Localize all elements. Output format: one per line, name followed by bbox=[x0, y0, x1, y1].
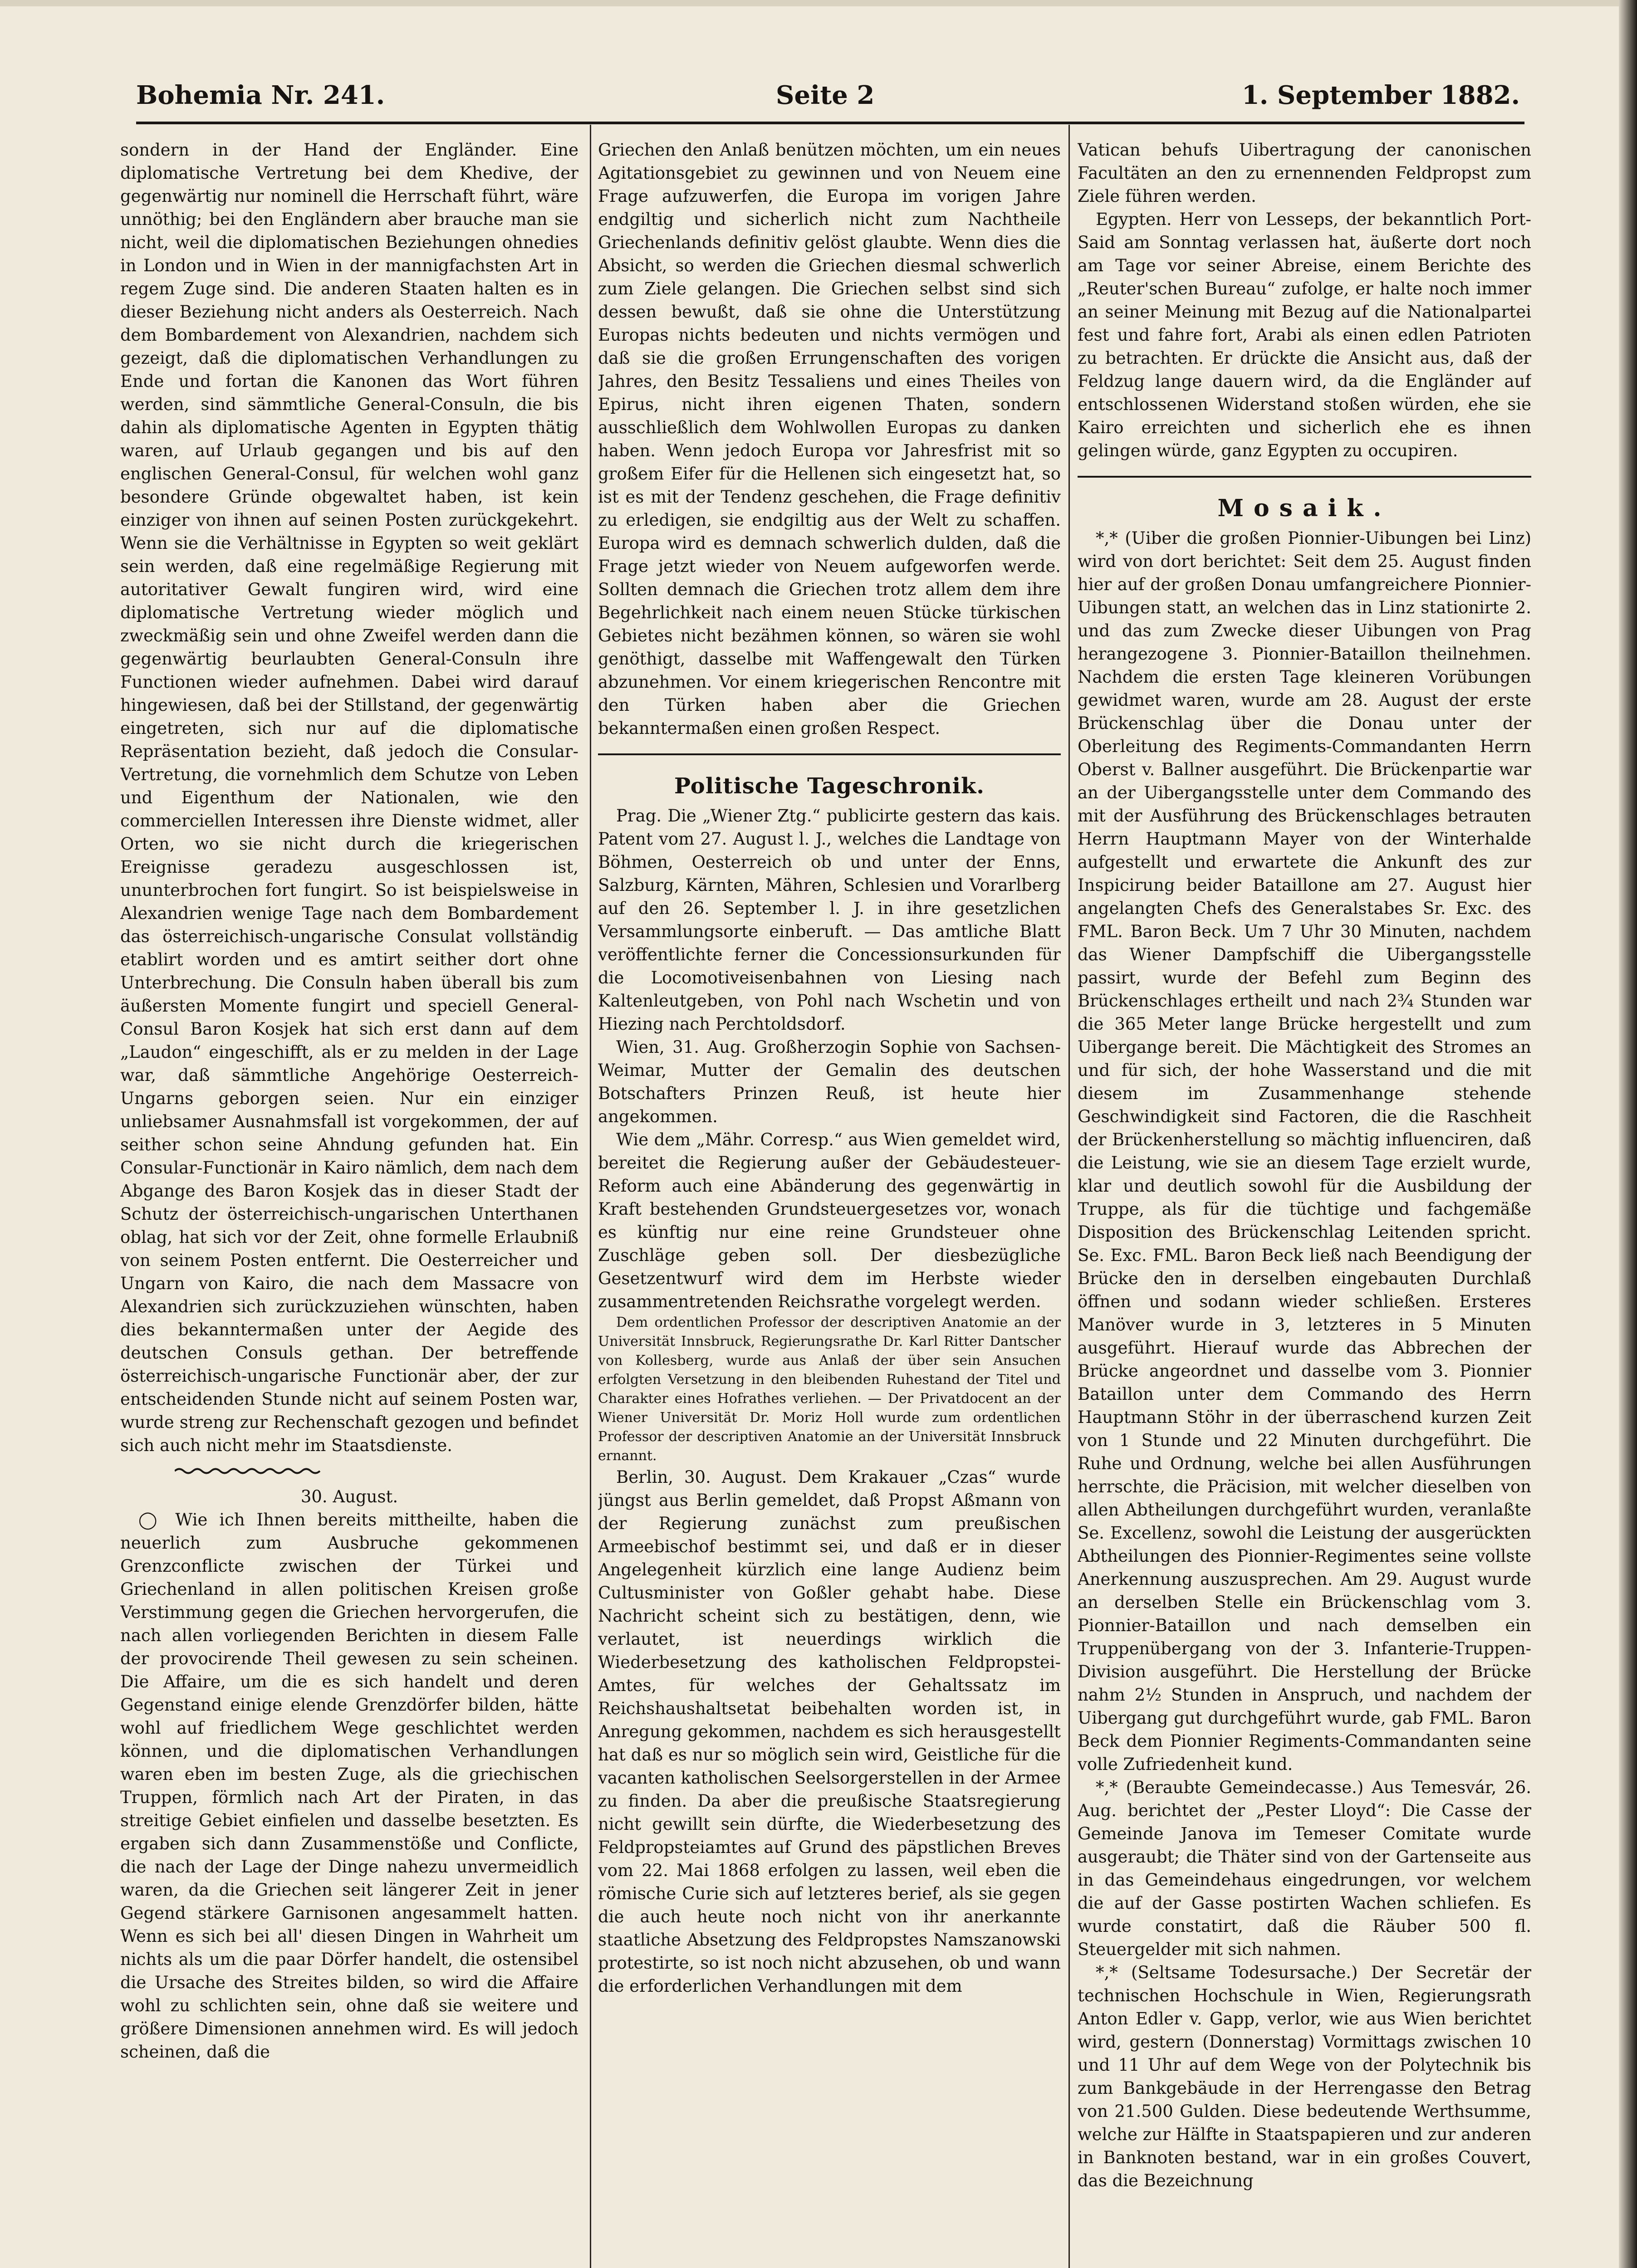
column-2 bbox=[598, 138, 1061, 2268]
issue-date: 1. September 1882. bbox=[1241, 80, 1520, 110]
column-1 bbox=[120, 138, 578, 2268]
newspaper-issue: Bohemia Nr. 241. bbox=[136, 80, 385, 110]
page-top-edge bbox=[0, 0, 1637, 6]
news-prague: Prag. Die „Wiener Ztg.“ publicirte gestern das kais. Patent vom 27. August l. J., welches die Landtage von Böhmen, Oesterreich ob und unter der Enns, Salzburg, Kärnten, Mähren, Schlesien und Vorarlberg auf den 26. September l. J. in ihre gesetzlichen Versammlungsorte einberuft. — Das amtliche Blatt veröffentlichte ferner die Concessionsurkunden für die Locomotiveisenbahnen von Liesing nach Kaltenleutgeben, von Pohl nach Wschetin und von Hiezing nach Perchtoldsdorf. bbox=[598, 806, 1061, 1034]
page-right-edge bbox=[1619, 0, 1637, 2268]
mosaic-pioneer-exercises: *,* (Uiber die großen Pionnier-Uibungen bei Linz) wird von dort berichtet: Seit dem 25. August finden hier auf der großen Donau umfangreichere Pionnier-Uibungen statt, an welchen das in Linz stationirte 2. und das zum Zwecke dieser Uibungen von Prag herangezogene 3. Pionnier-Bataillon theilnehmen. Nachdem die ersten Tage kleineren Vorübungen gewidmet waren, wurde am 28. August der erste Brückenschlag über die Donau unter der Oberleitung des Regiments-Commandanten Herrn Oberst v. Ballner ausgeführt. Die Brückenpartie war an der Uibergangsstelle unter dem Commando des mit der Ausführung des Brückenschlages betrauten Herrn Hauptmann Mayer von der Winterhalde aufgestellt und erwartete die Ankunft des zur Inspicirung beider Bataillone am 27. August hier angelangten Chefs des Generalstabes Sr. Exc. des FML. Baron Beck. Um 7 Uhr 30 Minuten, nachdem das Wiener Dampfschiff die Uibergangsstelle passirt, wurde der Befehl zum Beginn des Brückenschlages ertheilt und nach 2¾ Stunden war die 365 Meter lange Brücke hergestellt und zum Uibergange bereit. Die Mächtigkeit des Stromes an und für sich, der hohe Wasserstand und die mit diesem im Zusammenhange stehende Geschwindigkeit sind Factoren, die die Raschheit der Brückenherstellung so mächtig influenciren, daß die Leistung, wie sie an diesem Tage erzielt wurde, klar und deutlich sowohl für die Ausbildung der Truppe, als für die tüchtige und fachgemäße Disposition des Brückenschlag Leitenden spricht. Se. Exc. FML. Baron Beck ließ nach Beendigung der Brücke den in derselben eingebauten Durchlaß öffnen und sodann wieder schließen. Ersteres Manöver wurde in 3, letzteres in 5 Minuten ausgeführt. Hierauf wurde das Abbrechen der Brücke angeordnet und dasselbe vom 3. Pionnier Bataillon unter dem Commando des Herrn Hauptmann Stöhr in der überraschend kurzen Zeit von 1 Stunde und 22 Minuten durchgeführt. Die Ruhe und Ordnung, welche bei allen Ausführungen herrschte, die Präcision, mit welcher dieselben von allen Abtheilungen durchgeführt wurden, veranlaßte Se. Excellenz, sowohl die Leistung der ausgerückten Abtheilungen des Pionnier-Regimentes seine vollste Anerkennung auszusprechen. Am 29. August wurde an derselben Stelle ein Brückenschlag vom 3. Pionnier-Bataillon und nach demselben ein Truppenübergang von der 3. Infanterie-Truppen-Division ausgeführt. Die Herstellung der Brücke nahm 2½ Stunden in Anspruch, und nachdem der Uibergang gut durchgeführt wurde, gab FML. Baron Beck dem Pionnier Regiments-Commandanten seine volle Zufriedenheit kund. bbox=[1078, 528, 1531, 1774]
header-rule bbox=[136, 122, 1524, 124]
news-vienna-1: Wien, 31. Aug. Großherzogin Sophie von Sachsen-Weimar, Mutter der Gemalin des deutschen Botschafters Prinzen Reuß, ist heute hier angekommen. bbox=[598, 1037, 1061, 1126]
mosaic-strange-death: *,* (Seltsame Todesursache.) Der Secretär der technischen Hochschule in Wien, Regierungsrath Anton Edler v. Gapp, verlor, wie aus Wien berichtet wird, gestern (Donnerstag) Vormittags zwischen 10 und 11 Uhr auf dem Wege von der Polytechnik bis zum Bankgebäude in der Herrengasse den Betrag von 21.500 Gulden. Diese bedeutende Werthsumme, welche zur Hälfte in Staatspapieren und zur anderen in Banknoten bestand, war in ein großes Couvert, das die Bezeichnung bbox=[1078, 1963, 1531, 2190]
page-header bbox=[136, 77, 1520, 118]
column-divider-1 bbox=[590, 125, 591, 2268]
section-rule bbox=[598, 753, 1061, 755]
section-heading-mosaic: Mosaik. bbox=[1217, 494, 1392, 522]
section-rule-mosaic bbox=[1078, 476, 1531, 478]
news-berlin: Berlin, 30. August. Dem Krakauer „Czas“ wurde jüngst aus Berlin gemeldet, daß Propst Aßmann von der Regierung zunächst zum preußischen Armeebischof bestimmt sei, und daß er in dieser Angelegenheit kürzlich eine lange Audienz beim Cultusminister von Goßler gehabt habe. Diese Nachricht scheint sich zu bestätigen, denn, wie verlautet, ist neuerdings wirklich die Wiederbesetzung des katholischen Feldpropstei-Amtes, für welches der Gehaltssatz im Reichshaushaltsetat beibehalten worden ist, in Anregung gekommen, nachdem es sich herausgestellt hat daß es nur so möglich sein wird, Geistliche für die vacanten katholischen Seelsorgerstellen in der Armee zu finden. Da aber die preußische Staatsregierung nicht gewillt sein dürfte, die Wiederbesetzung des Feldpropsteiamtes auf Grund des päpstlichen Breves vom 22. Mai 1868 erfolgen zu lassen, weil eben die römische Curie sich auf letzteres berief, als sie gegen die auch heute noch nicht von ihr anerkannte staatliche Absetzung des Feldpropstes Namszanowski protestirte, so ist noch nicht abzusehen, ob und wann die erforderlichen Verhandlungen mit dem bbox=[598, 1467, 1061, 1996]
page-number: Seite 2 bbox=[776, 80, 875, 110]
article-greece-turkey: ◯ Wie ich Ihnen bereits mittheilte, haben die neuerlich zum Ausbruche gekommenen Grenzconflicte zwischen der Türkei und Griechenland in allen politischen Kreisen große Verstimmung gegen die Griechen hervorgerufen, die nach allen vorliegenden Berichten in diesem Falle der provocirende Theil gewesen zu sein scheinen. Die Affaire, um die es sich handelt und deren Gegenstand einige elende Grenzdörfer bilden, hätte wohl auf friedlichem Wege geschlichtet werden können, und die diplomatischen Verhandlungen waren eben im besten Zuge, als die griechischen Truppen, förmlich nach Art der Piraten, in das streitige Gebiet einfielen und dasselbe besetzten. Es ergaben sich dann Zusammenstöße und Conflicte, die nach der Lage der Dinge nahezu unvermeidlich waren, da die Griechen seit längerer Zeit in jener Gegend stärkere Garnisonen angesammelt hatten. Wenn es sich bei all' diesen Dingen in Wahrheit um nichts als um die paar Dörfer handelt, die ostensibel die Ursache des Streites bilden, so wird die Affaire wohl zu schlichten sein, ohne daß sie weitere und größere Dimensionen annehmen wird. Es will jedoch scheinen, daß die bbox=[120, 1510, 578, 2062]
dateline: 30. August. bbox=[300, 1487, 398, 1506]
article-continued-egypt: sondern in der Hand der Engländer. Eine diplomatische Vertretung bei dem Khedive, der gegenwärtig nur nominell die Herrschaft führt, wäre unnöthig; bei den Engländern aber brauche man sie nicht, weil die diplomatischen Beziehungen ohnedies in London und in Wien in der mannigfachsten Art in regem Zuge sind. Die anderen Staaten halten es in dieser Beziehung nicht anders als Oesterreich. Nach dem Bombardement von Alexandrien, nachdem sich gezeigt, daß die diplomatischen Verhandlungen zu Ende und fortan die Kanonen das Wort führen werden, sind sämmtliche General-Consuln, die bis dahin als diplomatische Agenten in Egypten thätig waren, auf Urlaub gegangen und bis auf den englischen General-Consul, für welchen wohl ganz besondere Gründe obgewaltet haben, ist kein einziger von ihnen auf seinen Posten zurückgekehrt. Wenn sie die Verhältnisse in Egypten so weit geklärt sein werden, daß eine regelmäßige Regierung mit autoritativer Gewalt fungiren wird, wird eine diplomatische Vertretung wieder möglich und zweckmäßig sein und ohne Zweifel werden dann die gegenwärtig beurlaubten General-Consuln ihre Functionen wieder aufnehmen. Dabei wird darauf hingewiesen, daß bei der Stillstand, der gegenwärtig eingetreten, sich nur auf die diplomatische Repräsentation bezieht, daß jedoch die Consular-Vertretung, die vornehmlich dem Schutze von Leben und Eigenthum der Nationalen, wie den commerciellen Interessen ihre Dienste widmet, aller Orten, wo sie nicht durch die kriegerischen Ereignisse geradezu ausgeschlossen ist, ununterbrochen fort fungirt. So ist beispielsweise in Alexandrien wenige Tage nach dem Bombardement das österreichisch-ungarische Consulat vollständig etablirt worden und es amtirt seither dort ohne Unterbrechung. Die Consuln haben überall bis zum äußersten Momente fungirt und speciell General-Consul Baron Kosjek hat sich erst dann auf dem „Laudon“ eingeschifft, als er zu melden in der Lage war, daß sämmtliche Angehörige Oesterreich-Ungarns geborgen seien. Nur ein einziger unliebsamer Ausnahmsfall ist vorgekommen, der auf seither schon seine Ahndung gefunden hat. Ein Consular-Functionär in Kairo nämlich, dem nach dem Abgange des Baron Kosjek das in dieser Stadt der Schutz der österreichisch-ungarischen Unterthanen oblag, hat sich vor der Zeit, ohne formelle Erlaubniß von seinem Posten entfernt. Die Oesterreicher und Ungarn von Kairo, die nach dem Massacre von Alexandrien sich zurückzuziehen wünschten, haben dies bekanntermaßen unter der Aegide des deutschen Consuls gethan. Der betreffende österreichisch-ungarische Functionär aber, der zur entscheidenden Stunde nicht auf seinem Posten war, wurde streng zur Rechenschaft gezogen und befindet sich auch nicht mehr im Staatsdienste. bbox=[120, 140, 578, 1455]
article-vatican-continued: Vatican behufs Uibertragung der canonischen Facultäten an den zu ernennenden Feldpropst zum Ziele führen werden. bbox=[1078, 140, 1531, 206]
mosaic-robbed-treasury: *,* (Beraubte Gemeindecasse.) Aus Temesvár, 26. Aug. berichtet der „Pester Lloyd“: Die Casse der Gemeinde Janova im Temeser Comitate wurde ausgeraubt; die Thäter sind von der Gartenseite aus in das Gemeindehaus eingedrungen, vor welchem die auf der Gasse postirten Wachen schliefen. Es wurde constatirt, daß die Räuber 500 fl. Steuergelder mit sich nahmen. bbox=[1078, 1778, 1531, 1959]
article-greece-continued: Griechen den Anlaß benützen möchten, um ein neues Agitationsgebiet zu gewinnen und von Neuem eine Frage aufzuwerfen, die Europa im vorigen Jahre endgiltig und sicherlich nicht zum Nachtheile Griechenlands definitiv gelöst glaubte. Wenn dies die Absicht, so werden die Griechen diesmal schwerlich zum Ziele gelangen. Die Griechen selbst sind sich dessen bewußt, daß sie ohne die Unterstützung Europas nichts bedeuten und nichts vermögen und daß sie die großen Errungenschaften des vorigen Jahres, den Besitz Tessaliens und eines Theiles von Epirus, nicht ihren eigenen Thaten, sondern ausschließlich dem Wohlwollen Europas zu danken haben. Wenn jedoch Europa vor Jahresfrist mit so großem Eifer für die Hellenen sich eingesetzt hat, so ist es mit der Tendenz geschehen, die Frage definitiv zu erledigen, sie endgiltig aus der Welt zu schaffen. Europa wird es demnach schwerlich dulden, daß die Frage jetzt wieder von Neuem aufgeworfen werde. Sollten demnach die Griechen trotz allem dem ihre Begehrlichkeit nach einem neuen Stücke türkischen Gebietes nicht bezähmen können, so wären sie wohl genöthigt, dasselbe mit Waffengewalt den Türken abzunehmen. Vor einem kriegerischen Rencontre mit den Türken haben aber die Griechen bekanntermaßen einen großen Respect. bbox=[598, 140, 1061, 738]
separator-flourish bbox=[175, 1467, 324, 1475]
column-divider-2 bbox=[1068, 125, 1070, 2268]
news-appointments: Dem ordentlichen Professor der descriptiven Anatomie an der Universität Innsbruck, Regierungsrathe Dr. Karl Ritter Dantscher von Kollesberg, wurde aus Anlaß der über sein Ansuchen erfolgten Versetzung in den bleibenden Ruhestand der Titel und Charakter eines Hofrathes verliehen. — Der Privatdocent an der Wiener Universität Dr. Moriz Holl wurde zum ordentlichen Professor der descriptiven Anatomie an der Universität Innsbruck ernannt. bbox=[598, 1315, 1061, 1464]
news-egypt: Egypten. Herr von Lesseps, der bekanntlich Port-Said am Sonntag verlassen hat, äußerte dort noch am Tage vor seiner Abreise, einem Berichte des „Reuter'schen Bureau“ zufolge, er halte noch immer an seiner Meinung mit Bezug auf die Nationalpartei fest und fahre fort, Arabi als einen edlen Patrioten zu betrachten. Er drückte die Ansicht aus, daß der Feldzug lange dauern wird, da die Engländer auf entschlossenen Widerstand stoßen würden, ehe sie Kairo erreichten und sicherlich ehe es ihnen gelingen würde, ganz Egypten zu occupiren. bbox=[1078, 210, 1531, 460]
news-vienna-2: Wie dem „Mähr. Corresp.“ aus Wien gemeldet wird, bereitet die Regierung außer der Gebäudesteuer-Reform auch eine Abänderung des gegenwärtig in Kraft bestehenden Grundsteuergesetzes vor, wonach es künftig nur eine reine Grundsteuer ohne Zuschläge geben soll. Der diesbezügliche Gesetzentwurf wird dem im Herbste wieder zusammentretenden Reichsrathe vorgelegt werden. bbox=[598, 1130, 1061, 1311]
section-heading-political-chronicle: Politische Tageschronik. bbox=[674, 773, 985, 799]
column-3 bbox=[1078, 138, 1531, 2268]
